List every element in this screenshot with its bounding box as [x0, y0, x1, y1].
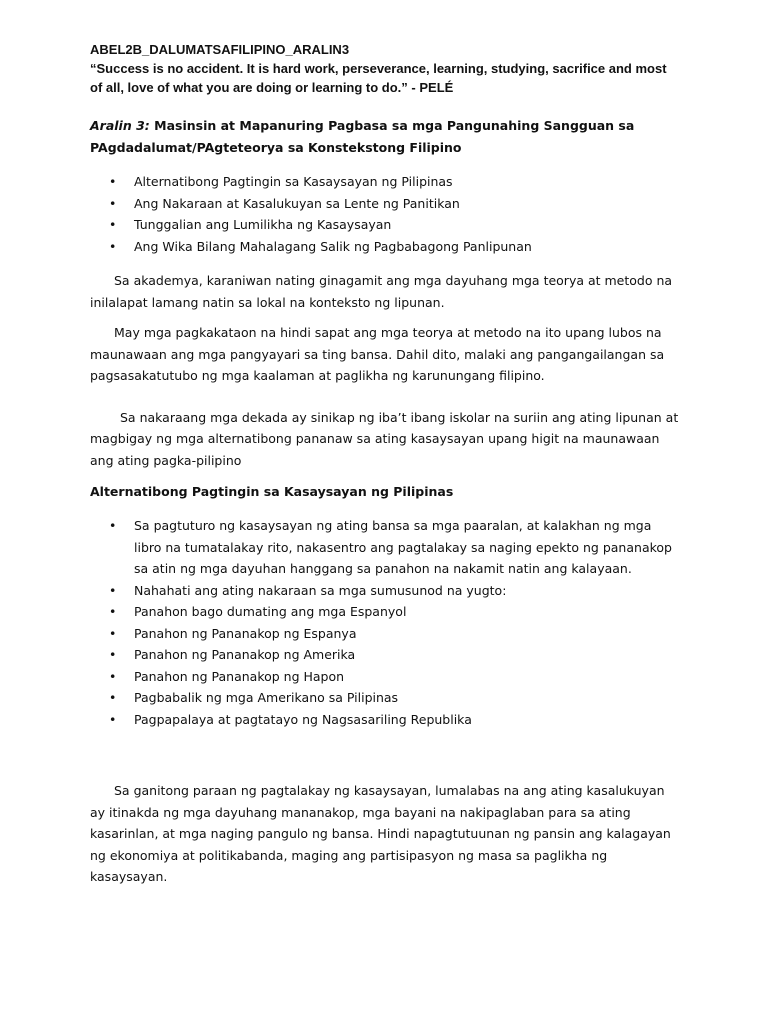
lesson-title-prefix: Aralin 3: [90, 118, 150, 133]
list-item: • Panahon ng Pananakop ng Espanya [134, 623, 680, 645]
list-item: • Panahon bago dumating ang mga Espanyol [134, 601, 680, 623]
paragraph: Sa ganitong paraan ng pagtalakay ng kasaysayan, lumalabas na ang ating kasalukuyan ay itinakda ng mga dayuhang mananakop, mga bayani na nakipaglaban para sa ating kasarinlan, at mga naging pangulo ng bansa. Hindi napagtutuunan ng pansin ang kalagayan ng ekonomiya at politikabanda, maging ang partisipasyon ng masa sa paglikha ng kasaysayan. [90, 783, 671, 884]
list-item: • Pagpapalaya at pagtatayo ng Nagsasariling Republika [134, 709, 680, 731]
lesson-title [90, 115, 680, 159]
list-item: • Nahahati ang ating nakaraan sa mga sumusunod na yugto: [134, 580, 680, 602]
list-item: • Panahon ng Pananakop ng Hapon [134, 666, 680, 688]
topic-list [90, 171, 680, 257]
paragraph: Sa akademya, karaniwan nating ginagamit ang mga dayuhang mga teorya at metodo na inilalapat lamang natin sa lokal na konteksto ng lipunan. [90, 273, 673, 310]
list-item: • Ang Wika Bilang Mahalagang Salik ng Pagbabagong Panlipunan [134, 236, 680, 258]
list-item: • Panahon ng Pananakop ng Amerika [134, 644, 680, 666]
quote-author: - PELÉ [407, 80, 454, 95]
paragraph: Sa nakaraang mga dekada ay sinikap ng iba’t ibang iskolar na suriin ang ating lipunan at magbigay ng mga alternatibong pananaw sa ating kasaysayan upang higit na maunawaan ang ating pagka-pilipino [90, 409, 679, 468]
list-item: • Tunggalian ang Lumilikha ng Kasaysayan [134, 214, 680, 236]
list-item: • Alternatibong Pagtingin sa Kasaysayan ng Pilipinas [134, 171, 680, 193]
lesson-title-rest: Masinsin at Mapanuring Pagbasa sa mga Pangunahing Sangguan sa PAgdadalumat/PAgteteorya sa Konstekstong Filipino [90, 118, 635, 155]
quote [90, 59, 680, 97]
section-list [90, 515, 680, 730]
paragraph: May mga pagkakataon na hindi sapat ang mga teorya at metodo na ito upang lubos na maunawaan ang mga pangyayari sa ting bansa. Dahil dito, malaki ang pangangailangan sa pagsasakatutubo ng mga kaalaman at paglikha ng karunungang filipino. [90, 325, 665, 383]
list-item: • Sa pagtuturo ng kasaysayan ng ating bansa sa mga paaralan, at kalakhan ng mga libro na tumatalakay rito, nakasentro ang pagtalakay sa naging epekto ng pananakop sa atin ng mga dayuhan hanggang sa panahon na nakamit natin ang kalayaan. [134, 515, 680, 580]
quote-text: “Success is no accident. It is hard work, perseverance, learning, studying, sacrifice and most of all, love of what you are doing or learning to do.” [90, 61, 667, 95]
list-item: • Pagbabalik ng mga Amerikano sa Pilipinas [134, 687, 680, 709]
list-item: • Ang Nakaraan at Kasalukuyan sa Lente ng Panitikan [134, 193, 680, 215]
document-page [90, 40, 680, 888]
document-code: ABEL2B_DALUMATSAFILIPINO_ARALIN3 [90, 42, 350, 57]
section-title: Alternatibong Pagtingin sa Kasaysayan ng Pilipinas [90, 484, 454, 499]
